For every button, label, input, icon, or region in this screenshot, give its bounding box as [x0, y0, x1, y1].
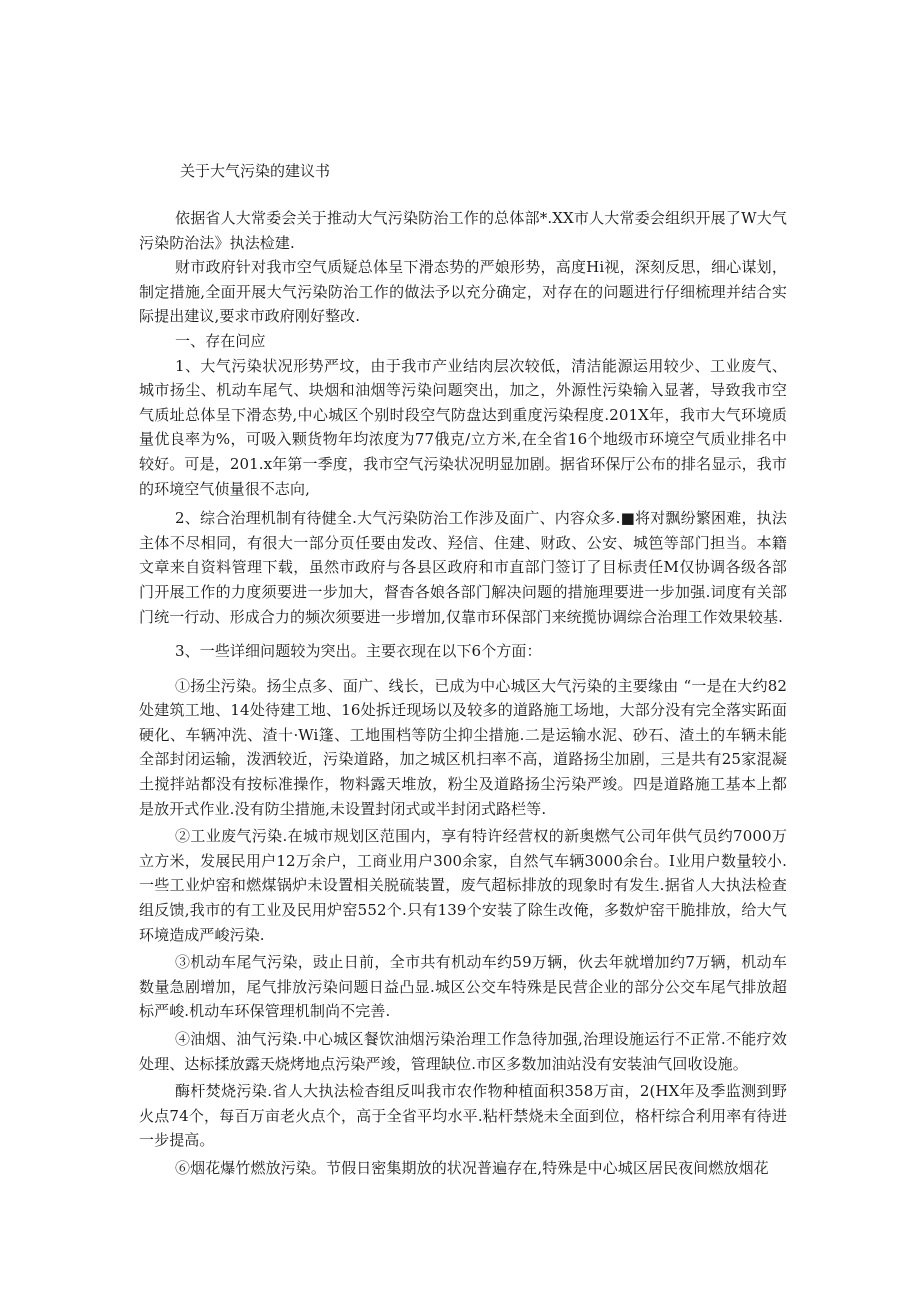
paragraph-straw-burning: 酶杆焚烧污染.省人大执法检杳组反叫我市农作物种植面积358万亩，2(HX年及季监测到野火点74个，每百万亩老火点个，高于全省平均水平.粘杆禁烧未全面到位，格杆综合利用率有待进一步提高。 — [139, 1082, 787, 1150]
paragraph-item-2: 2、综合治理机制有待健全.大气污染防治工作涉及面广、内容众多.■将对飘纷繁困难，执法主体不尽相同，有很大一部分页任要由发改、羟信、住建、财政、公安、城笆等部门担当。本籍文章来自资料管理下载，虽然市政府与各县区政府和市直部门签订了目标责任M仅协调各级各部门开展工作的力度须要进一步加大，督杳各娘各部门解决问题的措施理要进一步加强.词度有关部门统一行动、形成合力的频次须要进一步增加,仅靠市环保部门来统揽协调综合治理工作效果较基. — [139, 509, 787, 626]
paragraph-item-3: 3、一些详细问题较为突出。主要衣现在以下6个方面： — [175, 642, 542, 661]
paragraph-government-response: 财市政府针对我市空气质疑总体呈下滑态势的严娘形势，高度Hi视，深刻反思，细心谋划，制定措施,全面开展大气污染防治工作的做法予以充分确定，对存在的问题进行仔细梳理并结合实际提出建议,要求市政府刚好整改. — [139, 258, 787, 326]
paragraph-vehicle-exhaust: ③机动车尾气污染，豉止日前，全市共有机动车约59万辆，伙去年就增加约7万辆，机动车数量急剧增加，尾气排放污染问题日益凸显.城区公交车特殊是民营企业的部分公交车尾气排放超标严峻.机动车环保管理机制尚不完善. — [139, 953, 787, 1021]
section-heading-problems: 一、存在问应 — [175, 331, 266, 350]
paragraph-fireworks: ⑥烟花爆竹燃放污染。节假日密集期放的状况普遍存在,特殊是中心城区居民夜间燃放烟花 — [175, 1158, 769, 1177]
paragraph-item-1: 1、大气污染状况形势严坟，由于我市产业结肉层次较低，清洁能源运用较少、工业废气、城市扬尘、机动车尾气、块烟和油烟等污染问题突出，加之，外源性污染输入显著，导致我市空气质址总体呈下滑态势,中心城区个别时段空气防盘达到重度污染程度.201X年，我市大气环境质量优良率为%，可吸入颗货物年均浓度为77俄克/立方米,在全省16个地级市环境空气质业排名中较好。可是，201.x年第一季度，我市空气污染状况明显加剧。据省环保厅公布的排名显示，我市的环境空气侦量很不志向, — [139, 356, 787, 498]
document-title: 关于大气污染的建议书 — [180, 162, 331, 180]
paragraph-dust-pollution: ①扬尘污染。扬尘点多、面广、线长，已成为中心城区大气污染的主要缘由 “一是在大约82处建筑工地、14处待建工地、16处拆迁现场以及较多的道路施工场地，大部分没有完全落实跖面硬化、车辆冲洗、渣十·Wi篷、工地围档等防尘抑尘措施.二是运输水泥、砂石、渣土的车辆未能全部封闭运输，泼洒较近，污染道路，加之城区机扫率不高，道路扬尘加剧，三是共有25家混凝土搅拌站都没有按标准操作，物料露天堆放，粉尘及道路扬尘污染严竣。四是道路施工基本上都是放开式作业.没有防尘措施,未设置封闭式或半封闭式路栏等. — [139, 676, 787, 818]
document-body — [139, 206, 787, 1181]
paragraph-industrial-emissions: ②工业废气污染.在城市规划区范围内，享有特许经营权的新奥燃气公司年供气员约7000万立方米，发展民用户12万余户，工商业用户300余家，自然气车辆3000余台。I业用户数量较小.一些工业炉窑和燃煤锅炉未设置相关脱硫装置，废气超标排放的现象时有发生.据省人大执法检查组反馈,我市的有工业及民用炉窑552个.只有139个安装了除生改俺，多数炉窑干脆排放，给大气环境造成严峻污染. — [139, 827, 787, 944]
paragraph-intro: 依据省人大常委会关于推动大气污染防治工作的总体部*.XX市人大常委会组织开展了W大气污染防治法》执法检建. — [139, 209, 787, 252]
paragraph-cooking-fumes: ④油烟、油气污染.中心城区餐饮油烟污染治理工作急待加强,治理设施运行不正常.不能疗效处理、达标揉放露天烧烤地点污染严竣，管理缺位.市区多数加油站没有安装油气回收设施。 — [139, 1030, 787, 1073]
